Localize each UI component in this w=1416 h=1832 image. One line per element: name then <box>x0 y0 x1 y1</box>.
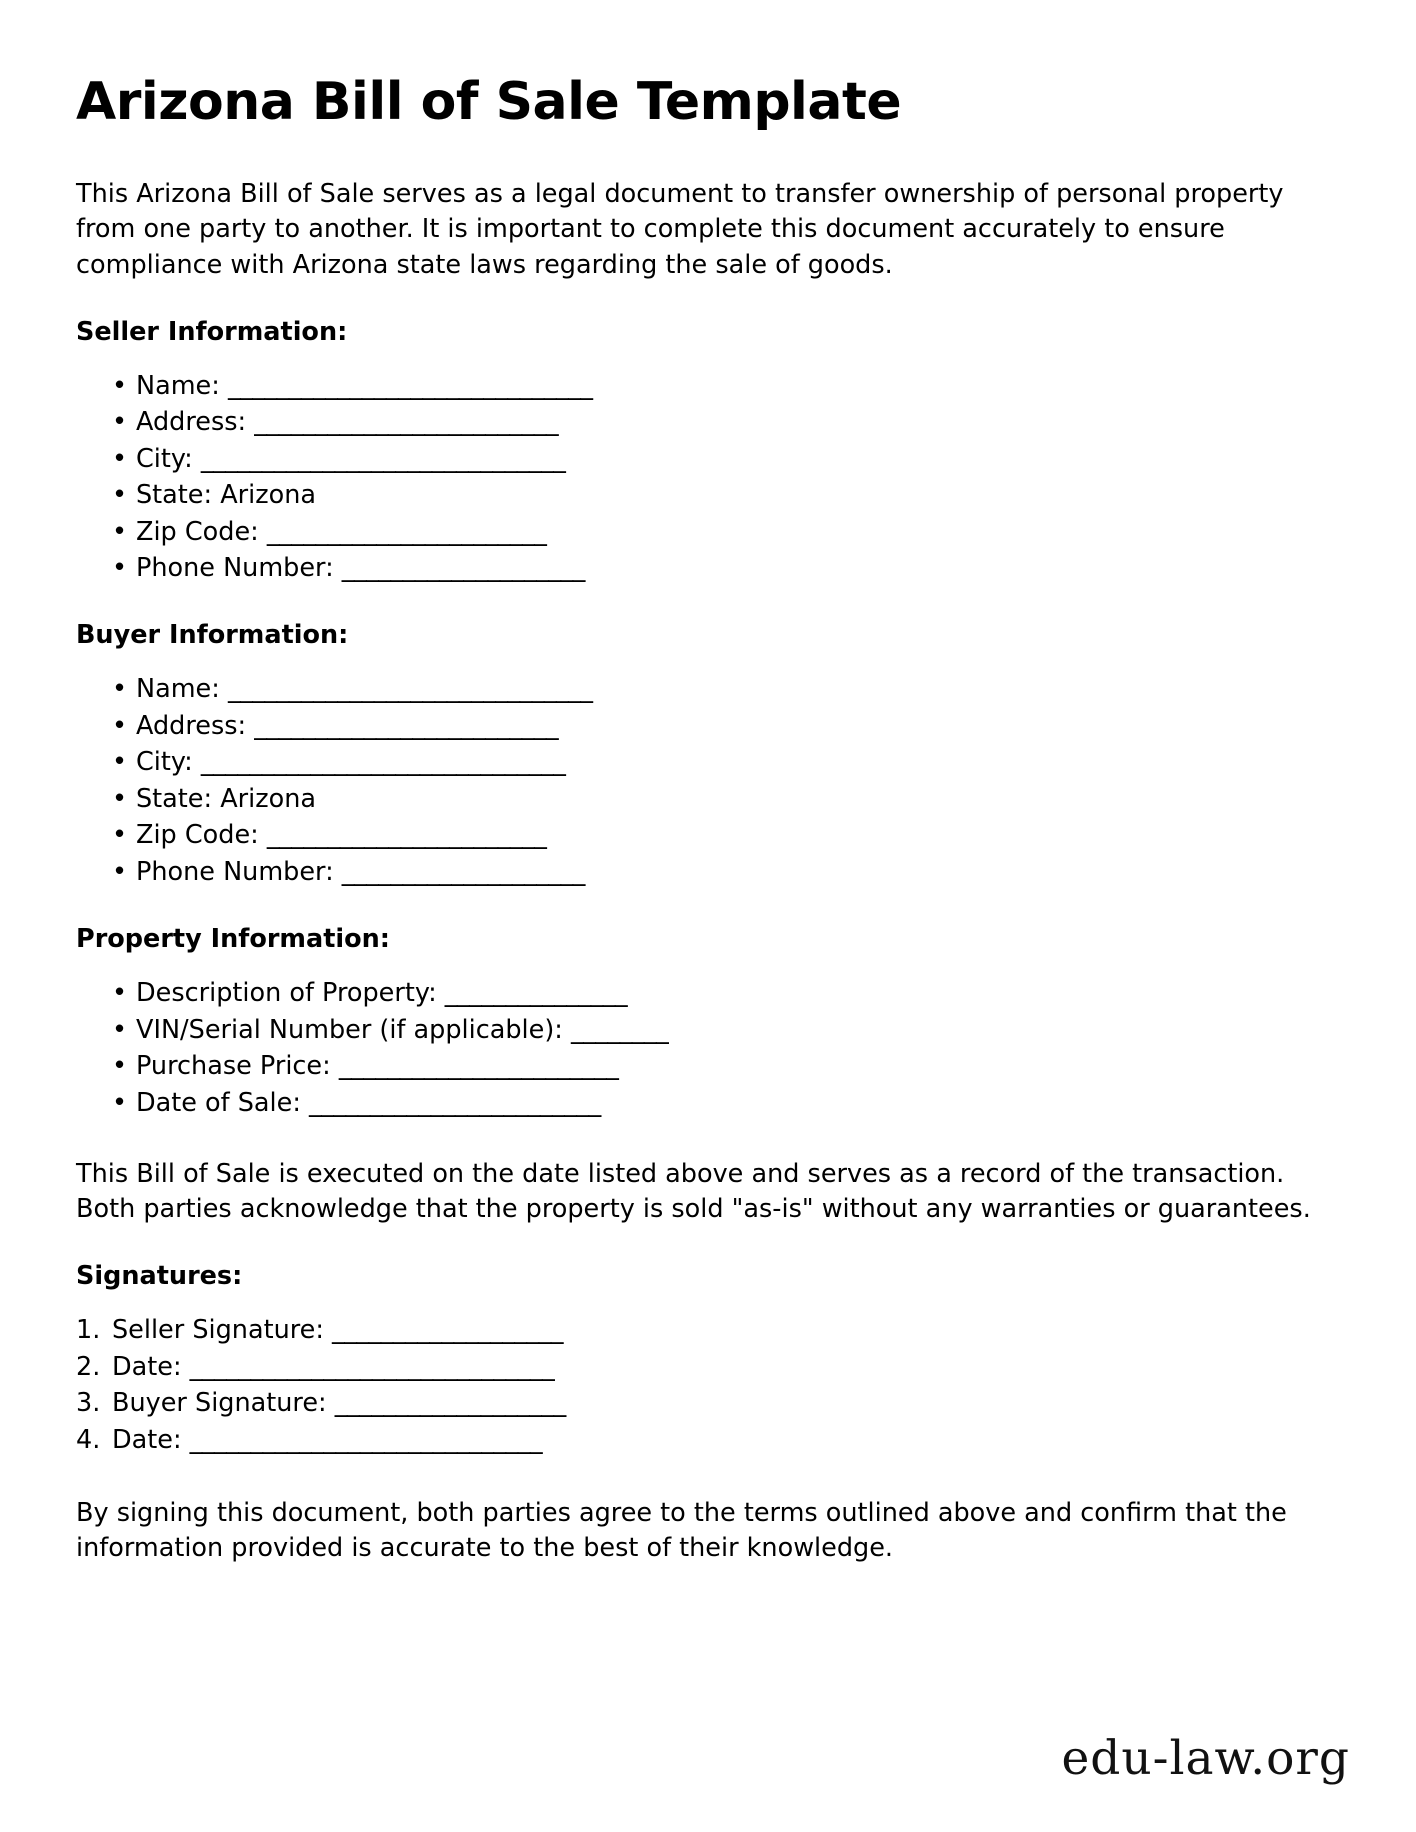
field-label: Buyer Signature: <box>112 1388 327 1419</box>
field-label: Address: <box>136 710 247 741</box>
field-label: State: Arizona <box>136 480 316 511</box>
list-item <box>76 477 1338 513</box>
field-blank[interactable]: _________________________ <box>254 710 559 741</box>
field-label: Zip Code: <box>136 516 259 547</box>
document-content <box>76 74 1338 1567</box>
list-item <box>76 514 1338 550</box>
list-item <box>76 1312 1338 1348</box>
buyer-information-heading: Buyer Information: <box>76 620 349 651</box>
list-item <box>76 1085 1338 1121</box>
execution-paragraph: This Bill of Sale is executed on the date listed above and serves as a record of the transaction. Both parties acknowledge that the property is sold "as-is" without any warranties or guarantees. <box>76 1159 1311 1225</box>
list-item <box>76 368 1338 404</box>
field-blank[interactable]: _______________________ <box>338 1051 619 1082</box>
field-label: Date of Sale: <box>136 1087 301 1118</box>
closing-paragraph: By signing this document, both parties agree to the terms outlined above and confirm that the information provided is accurate to the best of their knowledge. <box>76 1498 1287 1564</box>
list-item <box>76 1048 1338 1084</box>
field-label: Description of Property: <box>136 978 437 1009</box>
field-label: Date: <box>112 1424 182 1455</box>
field-label: Date: <box>112 1351 182 1382</box>
field-label: State: Arizona <box>136 783 316 814</box>
field-blank[interactable]: ______________________________ <box>189 1351 555 1382</box>
field-label: City: <box>136 443 193 474</box>
field-blank[interactable]: _______________________ <box>266 516 547 547</box>
list-item <box>76 781 1338 817</box>
field-label: Name: <box>136 370 220 401</box>
field-label: Seller Signature: <box>112 1315 324 1346</box>
field-label: Name: <box>136 674 220 705</box>
property-information-list <box>76 975 1338 1121</box>
field-label: Phone Number: <box>136 856 334 887</box>
seller-information-heading: Seller Information: <box>76 316 348 347</box>
field-blank[interactable]: ______________________________ <box>200 747 566 778</box>
list-item <box>76 708 1338 744</box>
seller-information-list <box>76 368 1338 587</box>
list-item <box>76 441 1338 477</box>
field-blank[interactable]: ______________________________ <box>227 674 593 705</box>
field-blank[interactable]: _____________________________ <box>189 1424 543 1455</box>
field-blank[interactable]: _______________________ <box>266 820 547 851</box>
list-item <box>76 1385 1338 1421</box>
field-label: Phone Number: <box>136 553 334 584</box>
signatures-heading: Signatures: <box>76 1261 243 1292</box>
site-watermark: edu-law.org <box>1061 1731 1350 1786</box>
list-item <box>76 854 1338 890</box>
page-title: Arizona Bill of Sale Template <box>76 72 902 132</box>
field-label: Address: <box>136 407 247 438</box>
list-item <box>76 671 1338 707</box>
field-blank[interactable]: ___________________ <box>334 1388 566 1419</box>
signatures-list <box>76 1312 1338 1458</box>
field-label: City: <box>136 747 193 778</box>
field-blank[interactable]: ______________________________ <box>200 443 566 474</box>
field-blank[interactable]: ________ <box>570 1014 669 1045</box>
field-blank[interactable]: _________________________ <box>254 407 559 438</box>
list-item <box>76 404 1338 440</box>
list-item <box>76 1012 1338 1048</box>
list-item <box>76 1422 1338 1458</box>
list-item <box>76 817 1338 853</box>
field-label: VIN/Serial Number (if applicable): <box>136 1014 563 1045</box>
field-label: Zip Code: <box>136 820 259 851</box>
list-item <box>76 975 1338 1011</box>
field-blank[interactable]: ____________________ <box>341 553 585 584</box>
field-blank[interactable]: ___________________ <box>332 1315 563 1346</box>
list-item <box>76 550 1338 586</box>
field-blank[interactable]: ________________________ <box>309 1087 601 1118</box>
field-blank[interactable]: _______________ <box>444 978 628 1009</box>
field-blank[interactable]: ______________________________ <box>227 370 593 401</box>
list-item <box>76 1349 1338 1385</box>
field-blank[interactable]: ____________________ <box>341 856 585 887</box>
property-information-heading: Property Information: <box>76 924 391 955</box>
field-label: Purchase Price: <box>136 1051 331 1082</box>
list-item <box>76 744 1338 780</box>
intro-paragraph: This Arizona Bill of Sale serves as a legal document to transfer ownership of personal property from one party to another. It is important to complete this document accurately to ensure compliance with Arizona state laws regarding the sale of goods. <box>76 179 1284 280</box>
buyer-information-list <box>76 671 1338 890</box>
